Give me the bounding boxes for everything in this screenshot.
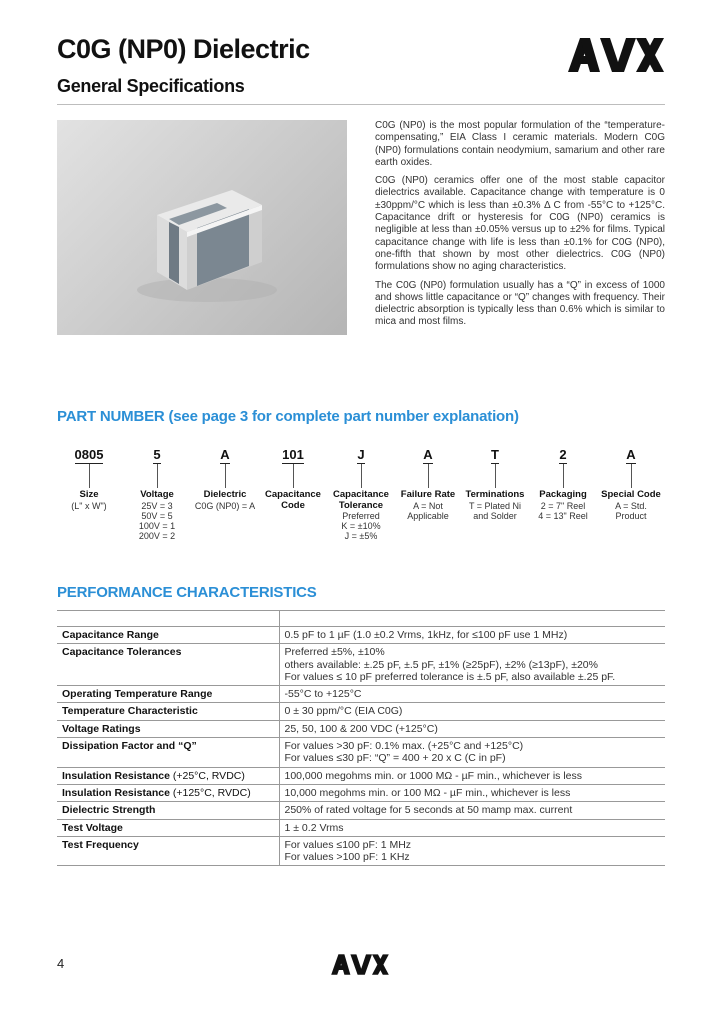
pn-code: 5 [153, 447, 161, 462]
row-label: Operating Temperature Range [57, 686, 279, 703]
pn-detail: 25V = 3 [141, 500, 173, 511]
pn-detail: (L" x W") [71, 500, 107, 511]
pn-label: Failure Rate [400, 489, 456, 500]
pn-code: 0805 [74, 447, 104, 462]
pn-label: Capacitance Tolerance [333, 489, 389, 511]
pn-field-capacitance-code [258, 446, 328, 511]
pn-label: Voltage [140, 489, 174, 500]
pn-detail: 2 = 7" Reel [540, 500, 586, 511]
pn-detail: Product [615, 510, 647, 521]
avx-logo-text: AVX [566, 34, 568, 35]
row-label: Insulation Resistance (+25°C, RVDC) [57, 767, 279, 784]
row-label: Insulation Resistance (+125°C, RVDC) [57, 784, 279, 801]
pn-connector [361, 464, 362, 488]
page-title: C0G (NP0) Dielectric [57, 34, 310, 64]
pn-field-packaging [528, 446, 598, 521]
pn-detail: 200V = 2 [138, 530, 176, 541]
row-value: For values ≤100 pF: 1 MHz For values >100 pF: 1 KHz [279, 836, 665, 866]
pn-detail: A = Std. [615, 500, 647, 511]
table-row [57, 627, 665, 644]
row-value: 0 ± 30 ppm/°C (EIA C0G) [279, 703, 665, 720]
row-value: 10,000 megohms min. or 100 MΩ - µF min., whichever is less [279, 784, 665, 801]
row-label: Dielectric Strength [57, 802, 279, 819]
page-number: 4 [57, 956, 65, 971]
pn-label: Dielectric [203, 489, 247, 500]
part-number-heading: PART NUMBER (see page 3 for complete part number explanation) [57, 408, 519, 425]
row-value: 100,000 megohms min. or 1000 MΩ - µF min., whichever is less [279, 767, 665, 784]
row-label: Test Frequency [57, 836, 279, 866]
pn-detail: 4 = 13" Reel [538, 510, 588, 521]
pn-connector [157, 464, 158, 488]
pn-label: Capacitance Code [265, 489, 321, 511]
row-label: Capacitance Range [57, 627, 279, 644]
row-label: Dissipation Factor and “Q” [57, 738, 279, 768]
pn-field-failure-rate [393, 446, 463, 521]
pn-connector [631, 464, 632, 488]
header-divider [57, 104, 665, 105]
table-row [57, 738, 665, 768]
pn-field-voltage [122, 446, 192, 541]
pn-connector [495, 464, 496, 488]
pn-detail: K = ±10% [341, 521, 381, 531]
table-row [57, 686, 665, 703]
pn-code: 2 [559, 447, 567, 462]
table-header-spacer [57, 611, 665, 627]
row-value: -55°C to +125°C [279, 686, 665, 703]
avx-footer-logo-text: AVX [330, 952, 332, 953]
description-paragraph: The C0G (NP0) formulation usually has a “Q” in excess of 1000 and shows little capacitance or “Q” changes with frequency. Their dielectric absorption is typically less than 0.6% which is similar to mica and most films. [375, 279, 665, 328]
pn-detail: Applicable [407, 510, 449, 521]
pn-field-dielectric [190, 446, 260, 511]
table-row [57, 836, 665, 866]
pn-connector [293, 464, 294, 488]
row-value: 1 ± 0.2 Vrms [279, 819, 665, 836]
pn-detail: C0G (NP0) = A [194, 500, 256, 511]
row-value: 0.5 pF to 1 µF (1.0 ±0.2 Vrms, 1kHz, for ≤100 pF use 1 MHz) [279, 627, 665, 644]
row-label: Test Voltage [57, 819, 279, 836]
pn-connector [563, 464, 564, 488]
row-value: 25, 50, 100 & 200 VDC (+125°C) [279, 720, 665, 737]
pn-connector [89, 464, 90, 488]
pn-field-tolerance [326, 446, 396, 541]
pn-detail: 50V = 5 [141, 510, 173, 521]
dielectric-description [375, 120, 665, 335]
pn-label: Special Code [601, 489, 661, 500]
pn-code: A [220, 447, 230, 462]
pn-label: Size [79, 489, 99, 500]
pn-code: A [626, 447, 636, 462]
avx-logo [566, 34, 666, 74]
performance-table [57, 610, 665, 866]
pn-detail: J = ±5% [344, 531, 378, 541]
pn-connector [428, 464, 429, 488]
row-label: Capacitance Tolerances [57, 644, 279, 686]
table-row [57, 767, 665, 784]
avx-footer-logo [327, 952, 393, 976]
pn-field-size [54, 446, 124, 511]
table-row [57, 802, 665, 819]
row-value: Preferred ±5%, ±10% others available: ±.25 pF, ±.5 pF, ±1% (≥25pF), ±2% (≥13pF), ±20% For values ≤ 10 pF preferred tolerance is ±.5 pF, also available ±.25 pF. [279, 644, 665, 686]
pn-detail: and Solder [473, 510, 517, 521]
description-paragraph: C0G (NP0) ceramics offer one of the most stable capacitor dielectrics available. Capacitance change with temperature is 0 ±30ppm/°C which is less than ±0.3% Δ C from -55°C to +125°C. Capacitance drift or hysteresis for C0G (NP0) ceramics is negligible at less than ±0.05% versus up to ±2% for films. Typical capacitance change with life is less than ±0.1% for C0G (NP0), one-fifth that shown by most other dielectrics. C0G (NP0) formulations show no aging characteristics. [375, 175, 665, 273]
pn-code: J [357, 447, 365, 462]
row-label: Temperature Characteristic [57, 703, 279, 720]
row-value: For values >30 pF: 0.1% max. (+25°C and +125°C) For values ≤30 pF: “Q” = 400 + 20 x C (C in pF) [279, 738, 665, 768]
pn-label: Packaging [539, 489, 587, 500]
pn-field-terminations [460, 446, 530, 521]
pn-detail: Preferred [342, 511, 380, 521]
table-row [57, 703, 665, 720]
pn-detail: T = Plated Ni [468, 500, 522, 511]
pn-connector [225, 464, 226, 488]
pn-detail: A = Not [413, 500, 443, 511]
table-row [57, 819, 665, 836]
row-value: 250% of rated voltage for 5 seconds at 50 mamp max. current [279, 802, 665, 819]
pn-code: A [423, 447, 433, 462]
row-label: Voltage Ratings [57, 720, 279, 737]
pn-code: 101 [282, 447, 304, 462]
pn-field-special-code [596, 446, 666, 521]
page-subtitle: General Specifications [57, 76, 245, 96]
pn-code: T [491, 447, 499, 462]
table-row [57, 784, 665, 801]
pn-label: Terminations [465, 489, 525, 500]
table-row [57, 720, 665, 737]
performance-heading: PERFORMANCE CHARACTERISTICS [57, 584, 317, 601]
pn-detail: 100V = 1 [138, 520, 176, 531]
table-row [57, 644, 665, 686]
capacitor-photo [57, 120, 347, 335]
description-paragraph: C0G (NP0) is the most popular formulation of the “temperature-compensating,” EIA Class I ceramic materials. Modern C0G (NP0) formulations contain neodymium, samarium and other rare earth oxides. [375, 120, 665, 168]
